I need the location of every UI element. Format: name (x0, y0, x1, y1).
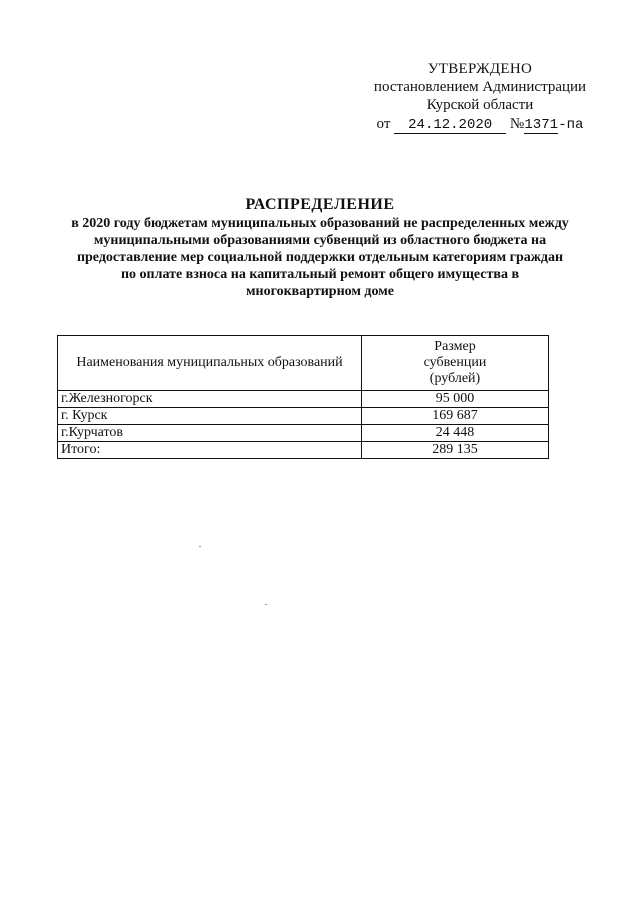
document-heading (40, 195, 600, 300)
row-amount: 24 448 (362, 425, 549, 442)
approval-issuer: постановлением Администрации (373, 79, 587, 95)
approval-number-suffix: -па (558, 117, 584, 133)
table-total-row (58, 442, 549, 459)
table-row (58, 391, 549, 408)
approval-title: УТВЕРЖДЕНО (427, 61, 533, 77)
column-header-name: Наименования муниципальных образований (58, 336, 362, 391)
approval-from-label: от (376, 116, 391, 132)
approval-number-label: № (509, 116, 525, 132)
approval-stamp (360, 60, 600, 134)
approval-region: Курской области (426, 97, 534, 113)
approval-date: 24.12.2020 (394, 118, 506, 134)
approval-number: 1371 (524, 117, 559, 133)
document-title: РАСПРЕДЕЛЕНИЕ (245, 196, 395, 213)
row-amount: 169 687 (362, 408, 549, 425)
scan-speck (199, 546, 201, 547)
column-header-amount: Размер субвенции (рублей) (362, 336, 549, 391)
total-label: Итого: (58, 442, 362, 459)
subvention-table (57, 335, 549, 459)
table-row (58, 408, 549, 425)
row-name: г. Курск (58, 408, 362, 425)
approval-date-line (360, 115, 600, 134)
row-name: г.Курчатов (58, 425, 362, 442)
document-subtitle: в 2020 году бюджетам муниципальных образований не распределенных между муниципальными образованиями субвенций из областного бюджета на предоставление мер социальной поддержки отдельным категориям граждан по оплате взноса на капитальный ремонт общего имущества в многоквартирном доме (71, 216, 569, 299)
row-name: г.Железногорск (58, 391, 362, 408)
table-header-row (58, 336, 549, 391)
total-amount: 289 135 (362, 442, 549, 459)
table-row (58, 425, 549, 442)
row-amount: 95 000 (362, 391, 549, 408)
scan-speck (265, 604, 267, 605)
